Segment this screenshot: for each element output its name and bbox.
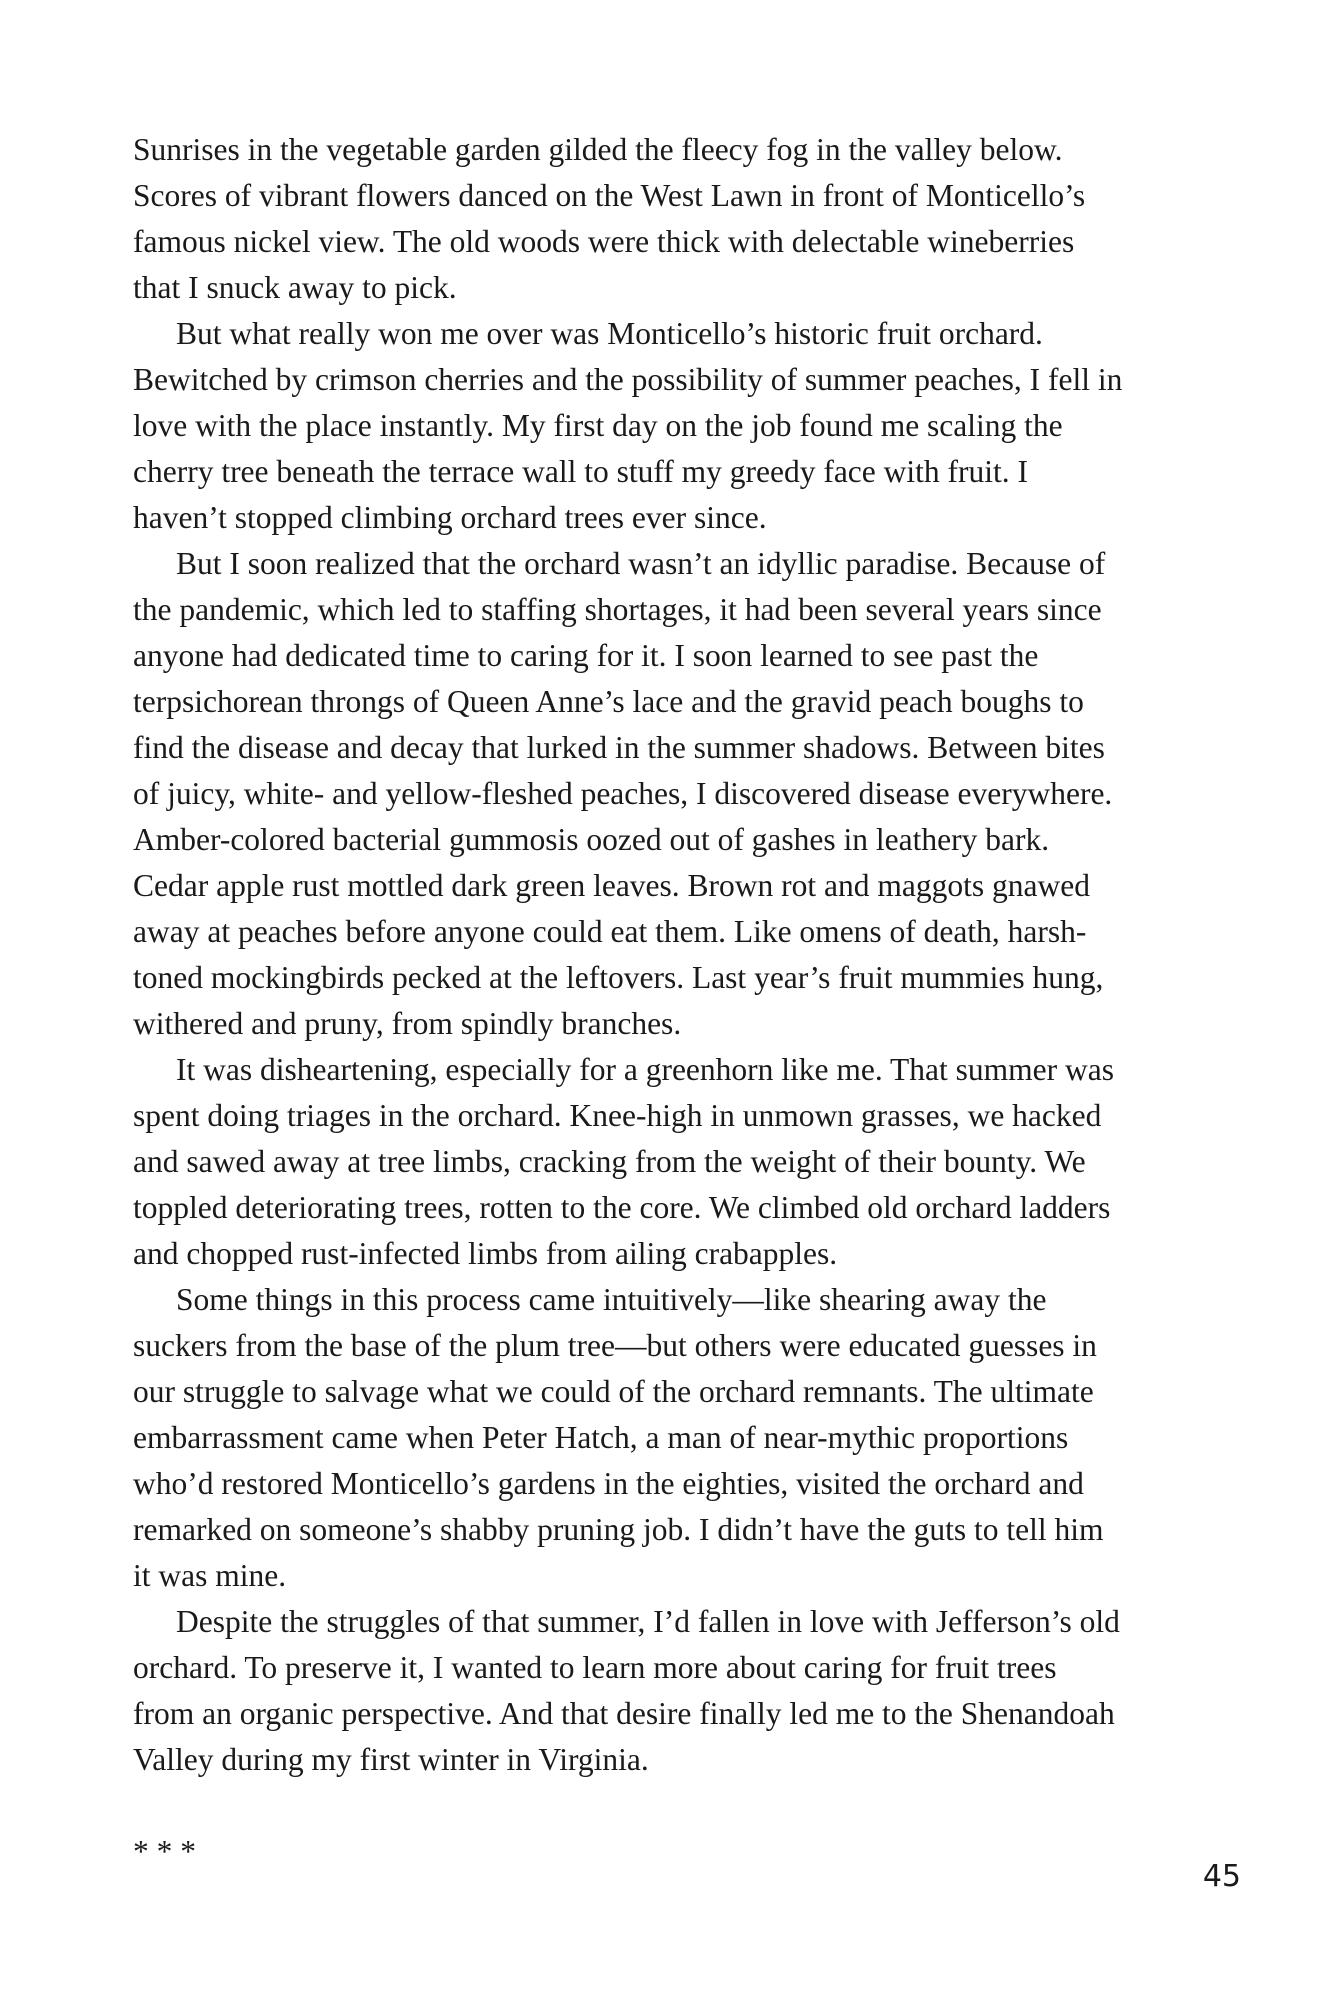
text-line: Bewitched by crimson cherries and the possibility of summer peaches, I fell in [133, 362, 1123, 397]
text-line: toppled deteriorating trees, rotten to the core. We climbed old orchard ladders [133, 1190, 1111, 1225]
page-number: 45 [1202, 1859, 1241, 1894]
text-line: Scores of vibrant flowers danced on the West Lawn in front of Monticello’s [133, 178, 1086, 213]
paragraph [133, 1277, 1203, 1599]
text-line: suckers from the base of the plum tree—but others were educated guesses in [133, 1328, 1097, 1363]
paragraph [133, 541, 1203, 1047]
text-line: But I soon realized that the orchard wasn’t an idyllic paradise. Because of [176, 546, 1106, 581]
body-text [133, 127, 1203, 1783]
text-line: Valley during my first winter in Virginia. [133, 1742, 649, 1777]
text-line: Despite the struggles of that summer, I’d fallen in love with Jefferson’s old [176, 1604, 1120, 1639]
section-break: * * * [133, 1834, 196, 1869]
text-line: Amber-colored bacterial gummosis oozed out of gashes in leathery bark. [133, 822, 1050, 857]
paragraph [133, 127, 1203, 311]
text-line: Some things in this process came intuitively—like shearing away the [176, 1282, 1047, 1317]
text-line: embarrassment came when Peter Hatch, a man of near-mythic proportions [133, 1420, 1069, 1455]
text-line: It was disheartening, especially for a greenhorn like me. That summer was [176, 1052, 1114, 1087]
text-line: our struggle to salvage what we could of the orchard remnants. The ultimate [133, 1374, 1094, 1409]
text-line: it was mine. [133, 1558, 287, 1593]
text-line: that I snuck away to pick. [133, 270, 457, 305]
text-line: and chopped rust-infected limbs from ailing crabapples. [133, 1236, 838, 1271]
text-line: terpsichorean throngs of Queen Anne’s lace and the gravid peach boughs to [133, 684, 1084, 719]
text-line: of juicy, white- and yellow-fleshed peaches, I discovered disease everywhere. [133, 776, 1113, 811]
text-line: and sawed away at tree limbs, cracking from the weight of their bounty. We [133, 1144, 1086, 1179]
paragraph [133, 311, 1203, 541]
text-line: But what really won me over was Monticello’s historic fruit orchard. [176, 316, 1043, 351]
text-line: from an organic perspective. And that desire finally led me to the Shenandoah [133, 1696, 1115, 1731]
text-line: find the disease and decay that lurked in the summer shadows. Between bites [133, 730, 1105, 765]
paragraph [133, 1599, 1203, 1783]
paragraph [133, 1047, 1203, 1277]
text-line: away at peaches before anyone could eat them. Like omens of death, harsh- [133, 914, 1087, 949]
text-line: famous nickel view. The old woods were thick with delectable wineberries [133, 224, 1075, 259]
text-line: who’d restored Monticello’s gardens in the eighties, visited the orchard and [133, 1466, 1084, 1501]
text-line: remarked on someone’s shabby pruning job. I didn’t have the guts to tell him [133, 1512, 1104, 1547]
text-line: orchard. To preserve it, I wanted to learn more about caring for fruit trees [133, 1650, 1057, 1685]
text-line: the pandemic, which led to staffing shortages, it had been several years since [133, 592, 1102, 627]
text-line: Sunrises in the vegetable garden gilded the fleecy fog in the valley below. [133, 132, 1063, 167]
text-line: toned mockingbirds pecked at the leftovers. Last year’s fruit mummies hung, [133, 960, 1104, 995]
text-line: haven’t stopped climbing orchard trees ever since. [133, 500, 767, 535]
text-line: anyone had dedicated time to caring for it. I soon learned to see past the [133, 638, 1039, 673]
text-line: Cedar apple rust mottled dark green leaves. Brown rot and maggots gnawed [133, 868, 1090, 903]
text-line: withered and pruny, from spindly branches. [133, 1006, 682, 1041]
text-line: love with the place instantly. My first day on the job found me scaling the [133, 408, 1063, 443]
text-line: spent doing triages in the orchard. Knee-high in unmown grasses, we hacked [133, 1098, 1102, 1133]
text-line: cherry tree beneath the terrace wall to stuff my greedy face with fruit. I [133, 454, 1028, 489]
